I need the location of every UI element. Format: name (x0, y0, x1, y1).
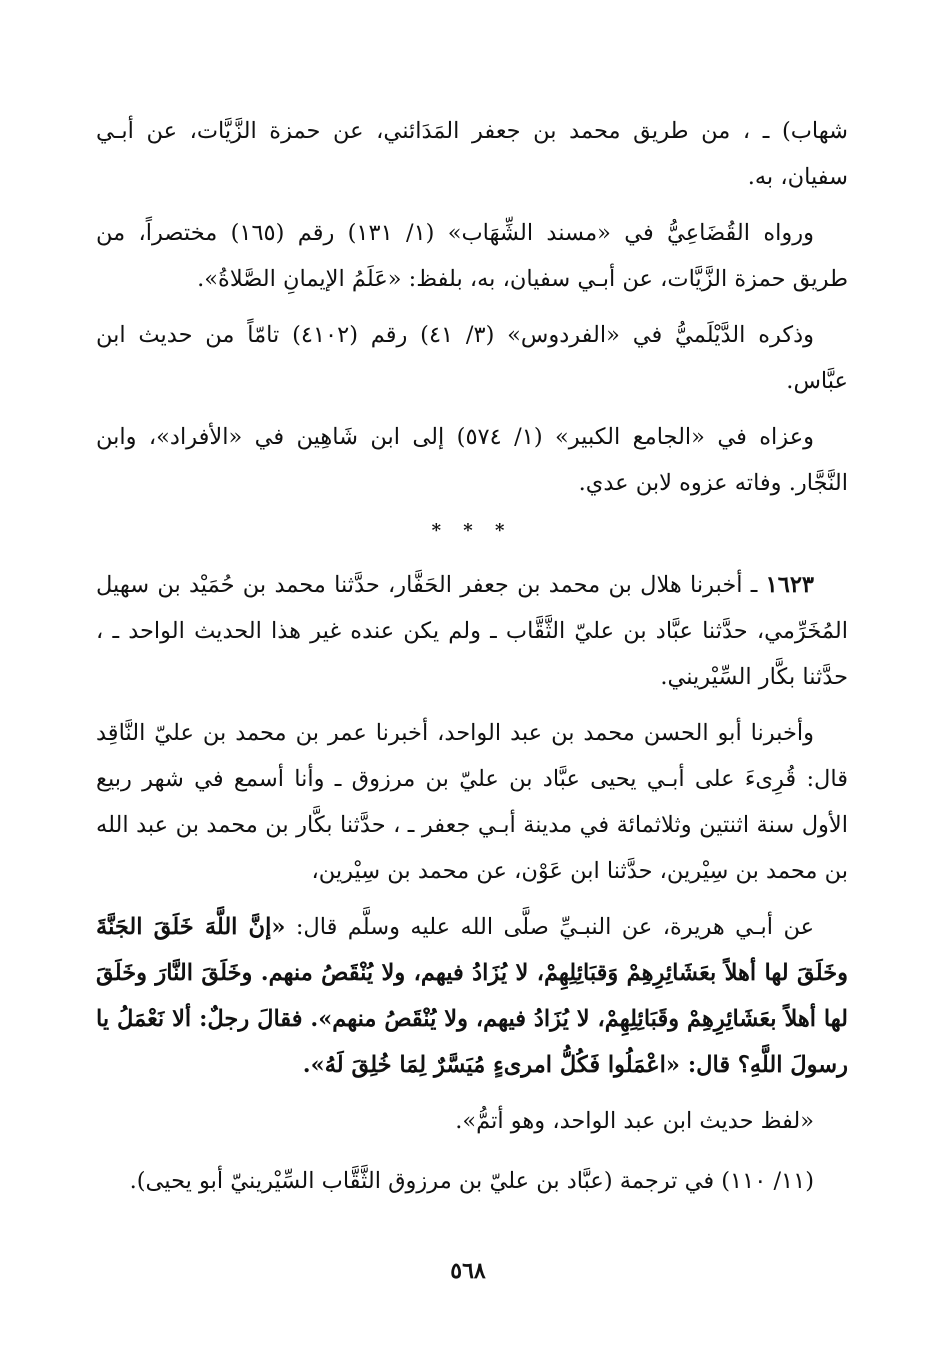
matn-text: «إنَّ اللَّهَ خَلَقَ الجَنَّةَ وخَلَقَ لها أهلاً بعَشَائِرِهِمْ وَقبَائِلِهِمْ، لا يُزَادُ فيهم، ولا يُنْقَصُ منهم. وخَلَقَ النَّارَ وخَلَقَ لها أهلاً بعَشَائِرِهِمْ وقَبَائِلِهِمْ، لا يُزَادُ فيهم، ولا يُنْقَصُ منهم». فقالَ رجلٌ: ألا نَعْمَلُ يا رسولَ اللَّهِ؟ قال: «اعْمَلُوا فَكُلُّ امرىءٍ مُيَسَّرٌ لِمَا خُلِقَ لَهُ». (96, 914, 848, 1078)
paragraph-jami-kabir: وعزاه في «الجامع الكبير» (١/ ٥٧٤) إلى ابن شَاهِين في «الأفراد»، وابن النَّجَّار. وفاته عزوه لابن عدي. (96, 424, 848, 496)
matn-intro: عن أبـي هريرة، عن النبـيِّ صلَّى الله عليه وسلَّم قال: (295, 914, 814, 940)
hadith-matn (96, 904, 848, 1088)
paragraph-continuation: شهاب) ـ ، من طريق محمد بن جعفر المَدَائني، عن حمزة الزَّيَّات، عن أبـي سفيان، به. (96, 118, 848, 190)
section-divider: * * * (431, 520, 513, 541)
lafz-note: «لفظ حديث ابن عبد الواحد، وهو أتمُّ». (455, 1108, 814, 1134)
hadith-number: ١٦٢٣ (765, 572, 814, 598)
hadith-isnad-text: ـ أخبرنا هلال بن محمد بن جعفر الحَفَّار، حدَّثنا محمد بن حُمَيْد بن سهيل المُخَرِّمي، حدَّثنا عبَّاد بن عليّ الثَّقَّاب ـ ولم يكن عنده غير هذا الحديث الواحد ـ ، حدَّثنا بكَّار السِّيْريني. (96, 572, 848, 690)
reference-note: (١١/ ١١٠) في ترجمة (عبَّاد بن عليّ بن مرزوق الثَّقَّاب السِّيْرينيّ أبو يحيى). (129, 1168, 814, 1194)
hadith-isnad-second: وأخبرنا أبو الحسن محمد بن عبد الواحد، أخبرنا عمر بن محمد بن عليّ النَّاقِد قال: قُرِىءَ على أبـي يحيى عبَّاد بن عليّ بن مرزوق ـ وأنا أسمع في شهر ربيع الأول سنة اثنتين وثلاثمائة في مدينة أبـي جعفر ـ ، حدَّثنا بكَّار بن محمد بن عبد الله بن محمد بن سِيْرين، حدَّثنا ابن عَوْن، عن محمد بن سِيْرين، (96, 720, 848, 884)
paragraph-qudai: ورواه القُضَاعِيُّ في «مسند الشِّهَاب» (١/ ١٣١) رقم (١٦٥) مختصراً، من طريق حمزة الزَّيَّات، عن أبـي سفيان، به، بلفظ: «عَلَمُ الإيمانِ الصَّلاةُ». (96, 220, 848, 292)
page-number: ٥٦٨ (450, 1258, 486, 1284)
hadith-isnad-first (96, 562, 848, 700)
page-body (96, 108, 848, 1214)
paragraph-daylami: وذكره الدَّيْلَميُّ في «الفردوس» (٣/ ٤١) رقم (٤١٠٢) تامّاً من حديث ابن عبَّاس. (96, 322, 848, 394)
